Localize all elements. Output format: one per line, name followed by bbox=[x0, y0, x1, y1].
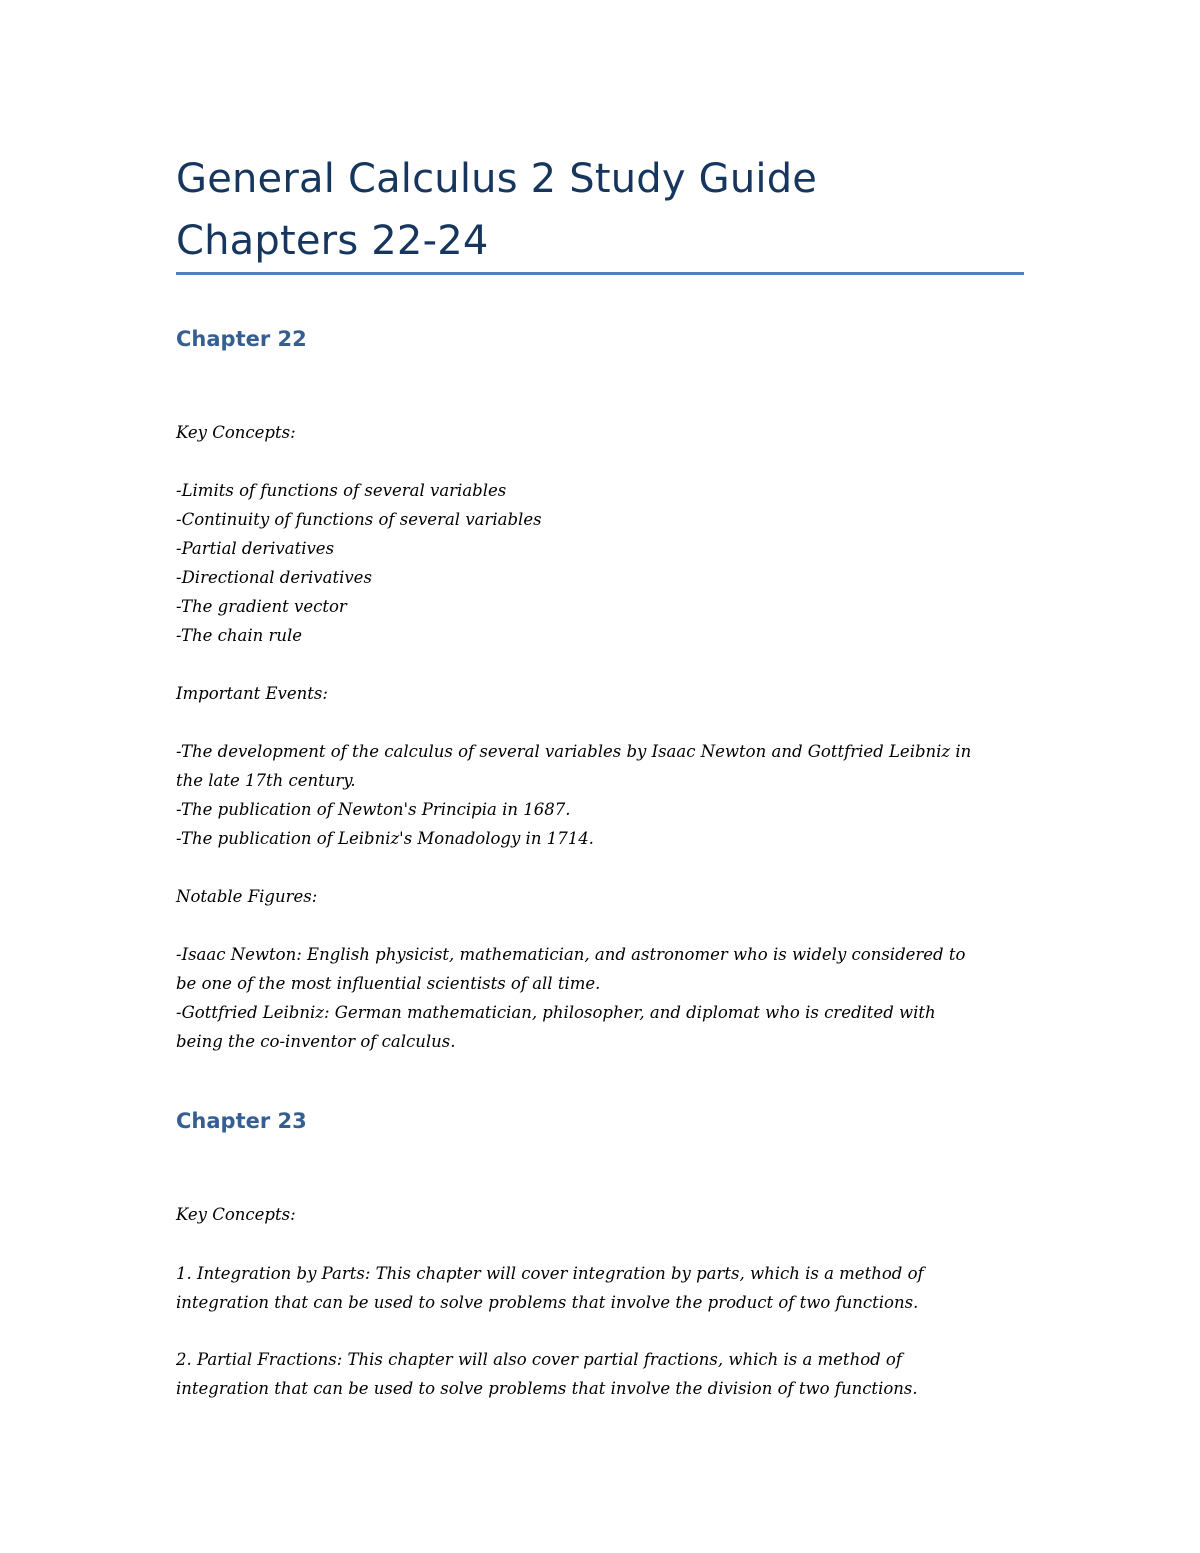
list-item: -Isaac Newton: English physicist, mathematician, and astronomer who is widely considered to bbox=[176, 945, 966, 964]
notable-figures-label: Notable Figures: bbox=[176, 887, 318, 906]
list-item: -Continuity of functions of several variables bbox=[176, 510, 542, 529]
list-item: be one of the most influential scientists of all time. bbox=[176, 974, 601, 993]
list-item: -The publication of Newton's Principia in 1687. bbox=[176, 800, 571, 819]
list-item: -Directional derivatives bbox=[176, 568, 372, 587]
title-line-1: General Calculus 2 Study Guide bbox=[176, 156, 818, 202]
list-item: -The gradient vector bbox=[176, 597, 347, 616]
list-item: -The development of the calculus of several variables by Isaac Newton and Gottfried Leibniz in bbox=[176, 742, 972, 761]
list-item: the late 17th century. bbox=[176, 771, 356, 790]
list-item: -Limits of functions of several variables bbox=[176, 481, 507, 500]
chapter-22-events-label bbox=[176, 679, 1026, 708]
list-item: 1. Integration by Parts: This chapter will cover integration by parts, which is a method of bbox=[176, 1264, 924, 1283]
chapter-22-figures-label bbox=[176, 882, 1026, 911]
list-item: integration that can be used to solve problems that involve the division of two functions. bbox=[176, 1379, 918, 1398]
key-concepts-label: Key Concepts: bbox=[176, 1205, 296, 1224]
list-item: integration that can be used to solve problems that involve the product of two functions. bbox=[176, 1293, 919, 1312]
important-events-label: Important Events: bbox=[176, 684, 328, 703]
title-underline-rule bbox=[176, 272, 1024, 275]
list-item: -Gottfried Leibniz: German mathematician, philosopher, and diplomat who is credited with bbox=[176, 1003, 936, 1022]
chapter-22-key-concepts-label bbox=[176, 418, 1026, 447]
list-item: being the co-inventor of calculus. bbox=[176, 1032, 456, 1051]
chapter-22-events-list bbox=[176, 737, 1026, 853]
title-line-2: Chapters 22-24 bbox=[176, 218, 489, 264]
chapter-23-key-concepts-label bbox=[176, 1200, 1026, 1229]
chapter-23-item-2 bbox=[176, 1345, 1026, 1403]
key-concepts-label: Key Concepts: bbox=[176, 423, 296, 442]
list-item: -Partial derivatives bbox=[176, 539, 335, 558]
list-item: 2. Partial Fractions: This chapter will also cover partial fractions, which is a method of bbox=[176, 1350, 902, 1369]
chapter-22-heading: Chapter 22 bbox=[176, 327, 307, 351]
chapter-23-item-1 bbox=[176, 1259, 1026, 1317]
chapter-22-figures-list bbox=[176, 940, 1026, 1056]
chapter-23-heading: Chapter 23 bbox=[176, 1109, 307, 1133]
document-title bbox=[176, 148, 1024, 272]
chapter-22-key-concepts-list bbox=[176, 476, 1026, 650]
list-item: -The publication of Leibniz's Monadology in 1714. bbox=[176, 829, 594, 848]
list-item: -The chain rule bbox=[176, 626, 303, 645]
